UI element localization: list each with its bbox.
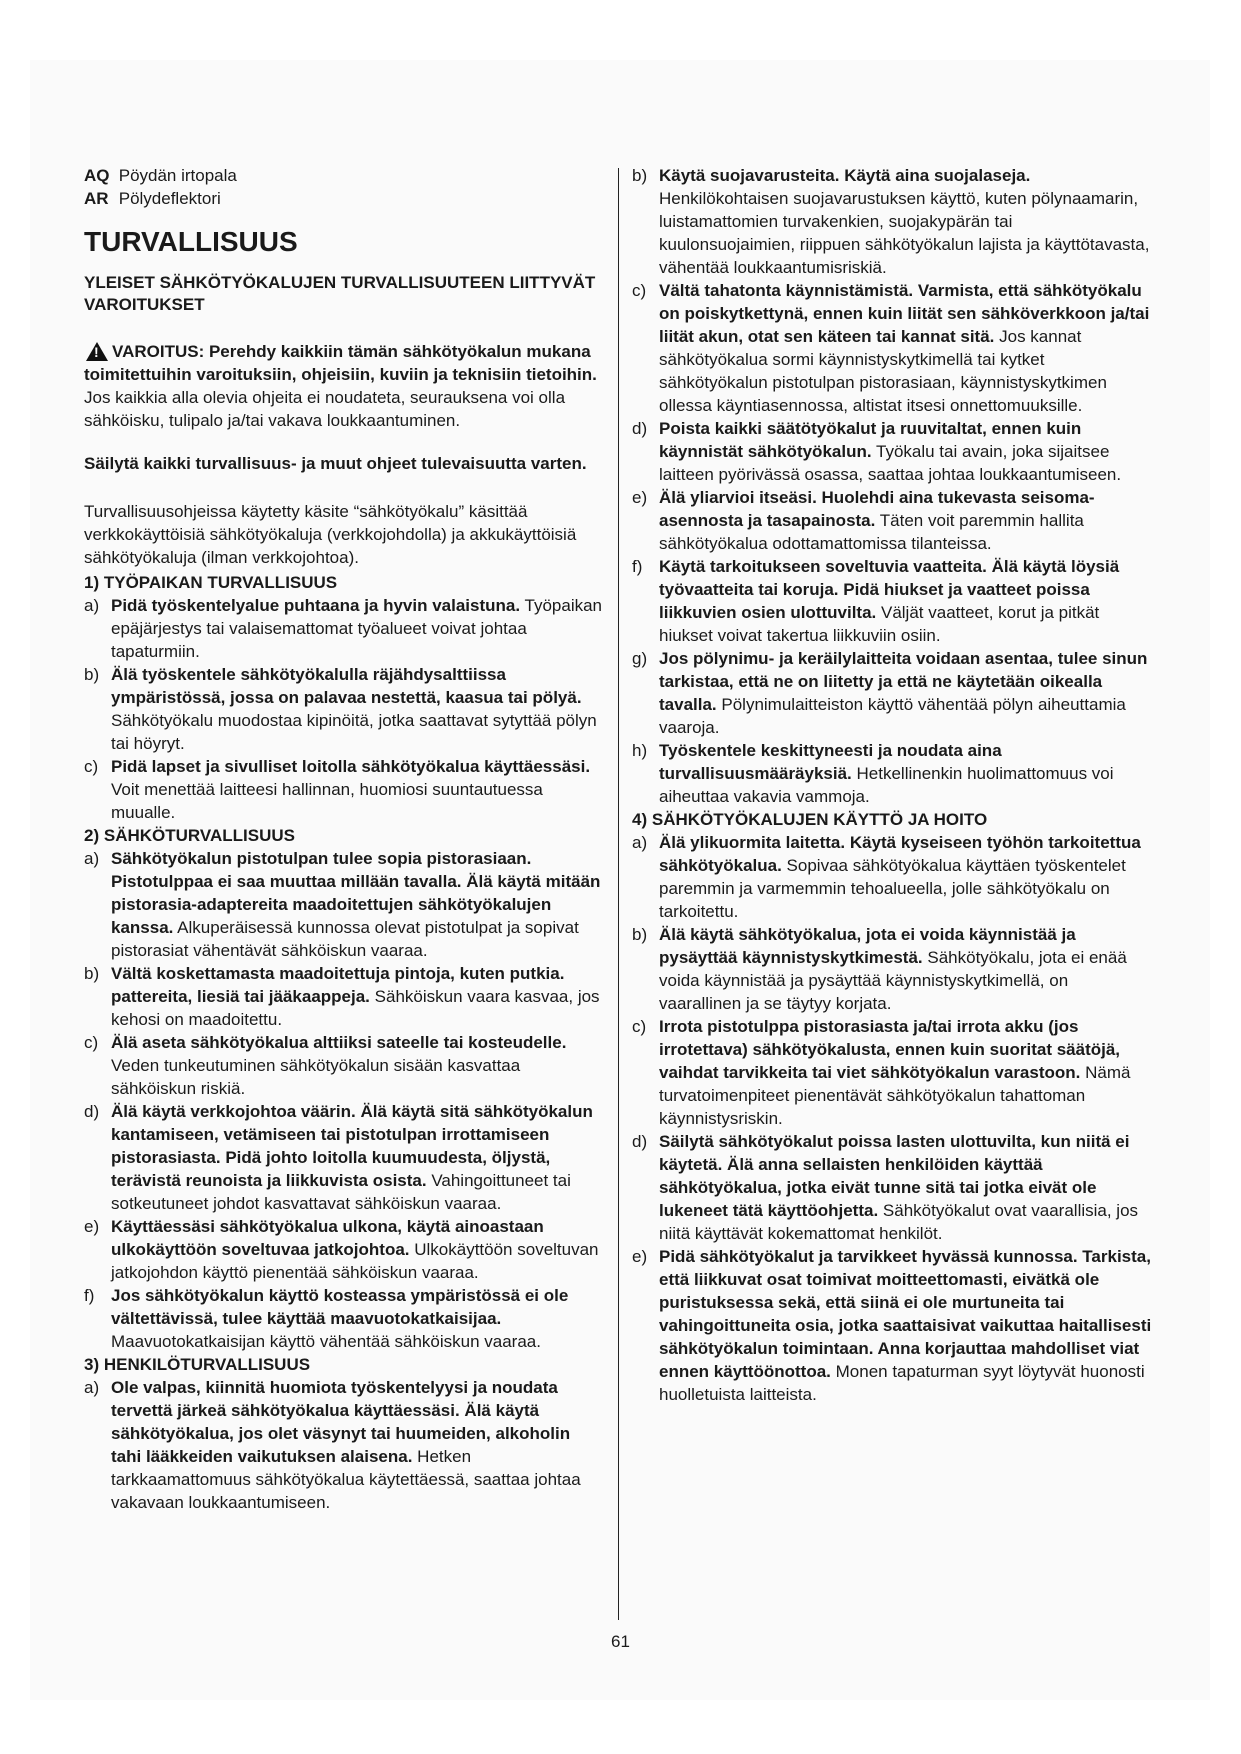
item-bold: Käyttäessäsi sähkötyökalua ulkona, käytä ainoastaan ulkokäyttöön soveltuvaa jatkojohtoa. bbox=[111, 1217, 544, 1259]
section-heading bbox=[84, 571, 604, 594]
legend-item bbox=[84, 187, 604, 210]
list-item bbox=[632, 1245, 1152, 1406]
item-text: Väljät vaatteet, korut ja pitkät hiukset voivat takertua liikkuviin osiin. bbox=[659, 603, 1100, 645]
list-item bbox=[84, 663, 604, 755]
intro-paragraph: Turvallisuusohjeissa käytetty käsite “sähkötyökalu” käsittää verkkokäyttöisiä sähkötyökaluja (verkkojohdolla) ja akkukäyttöisiä sähkötyökaluja (ilman verkkojohtoa). bbox=[84, 502, 577, 567]
legend-label: Pölydeflektori bbox=[118, 189, 221, 208]
list-item bbox=[632, 279, 1152, 417]
item-letter: b) bbox=[84, 665, 100, 684]
item-bold: Pidä lapset ja sivulliset loitolla sähkötyökalua käyttäessäsi. bbox=[111, 757, 591, 776]
item-letter: c) bbox=[84, 1033, 99, 1052]
section-number: 3) bbox=[84, 1355, 100, 1374]
list-item bbox=[84, 1215, 604, 1284]
item-text: Monen tapaturman syyt löytyvät huonosti huolletuista laitteista. bbox=[659, 1362, 1145, 1404]
warning-bold: VAROITUS: Perehdy kaikkiin tämän sähkötyökalun mukana toimitettuihin varoituksiin, ohjeisiin, kuviin ja teknisiin tietoihin. bbox=[84, 342, 597, 384]
item-letter: b) bbox=[632, 166, 648, 185]
item-text: Hetken tarkkaamattomuus sähkötyökalua käytettäessä, saattaa johtaa vakavaan loukkaantumiseen. bbox=[111, 1447, 581, 1512]
list-item bbox=[632, 831, 1152, 923]
item-letter: d) bbox=[632, 1132, 648, 1151]
item-text: Hetkellinenkin huolimattomuus voi aiheuttaa vakavia vammoja. bbox=[659, 764, 1114, 806]
list-item bbox=[84, 1284, 604, 1353]
item-letter: c) bbox=[84, 757, 99, 776]
list-item bbox=[84, 755, 604, 824]
item-letter: h) bbox=[632, 741, 648, 760]
item-bold: Sähkötyökalun pistotulpan tulee sopia pistorasiaan. Pistotulppaa ei saa muuttaa millään tavalla. Älä käytä mitään pistorasia-adaptereita maadoitettujen sähkötyökalujen kanssa. bbox=[111, 849, 601, 937]
section-title: SÄHKÖTURVALLISUUS bbox=[103, 826, 295, 845]
item-bold: Irrota pistotulppa pistorasiasta ja/tai irrota akku (jos irrotettava) sähkötyökalusta, ennen kuin suoritat säätöjä, vaihdat tarvikkeita tai viet sähkötyökalun varastoon. bbox=[659, 1017, 1121, 1082]
legend bbox=[84, 164, 604, 210]
item-letter: a) bbox=[84, 1378, 100, 1397]
right-column bbox=[632, 164, 1152, 1406]
legend-label: Pöydän irtopala bbox=[118, 166, 237, 185]
section-title: TYÖPAIKAN TURVALLISUUS bbox=[103, 573, 338, 592]
item-bold: Pidä työskentelyalue puhtaana ja hyvin valaistuna. bbox=[111, 596, 521, 615]
left-column bbox=[84, 164, 604, 1514]
item-bold: Jos pölynimu- ja keräilylaitteita voidaan asentaa, tulee sinun tarkistaa, että ne on liitetty ja että ne käytetään oikealla tavalla. bbox=[659, 649, 1148, 714]
section-number: 2) bbox=[84, 826, 100, 845]
item-letter: d) bbox=[84, 1102, 100, 1121]
item-bold: Säilytä sähkötyökalut poissa lasten ulottuvilta, kun niitä ei käytetä. Älä anna sellaisten henkilöiden käyttää sähkötyökalua, jotka eivät tunne sitä tai jotka eivät ole lukeneet tätä käyttöohjetta. bbox=[659, 1132, 1130, 1220]
item-bold: Poista kaikki säätötyökalut ja ruuvitaltat, ennen kuin käynnistät sähkötyökalun. bbox=[659, 419, 1082, 461]
item-bold: Jos sähkötyökalun käyttö kosteassa ympäristössä ei ole vältettävissä, tulee käyttää maavuotokatkaisijaa. bbox=[111, 1286, 569, 1328]
item-text: Ulkokäyttöön soveltuvan jatkojohdon käyttö pienentää sähköiskun vaaraa. bbox=[111, 1240, 599, 1282]
list-item bbox=[632, 923, 1152, 1015]
warning-triangle-icon bbox=[86, 342, 108, 361]
item-text: Täten voit paremmin hallita sähkötyökalua odottamattomissa tilanteissa. bbox=[659, 511, 1084, 553]
section-heading bbox=[84, 1353, 604, 1376]
warning-paragraph bbox=[84, 340, 604, 432]
legend-item bbox=[84, 164, 604, 187]
list-item bbox=[632, 555, 1152, 647]
item-bold: Älä aseta sähkötyökalua alttiiksi sateelle tai kosteudelle. bbox=[111, 1033, 567, 1052]
item-bold: Älä työskentele sähkötyökalulla räjähdysalttiissa ympäristössä, jossa on palavaa nestettä, kaasua tai pölyä. bbox=[111, 665, 582, 707]
item-bold: Älä ylikuormita laitetta. Käytä kyseiseen työhön tarkoitettua sähkötyökalua. bbox=[659, 833, 1141, 875]
item-bold: Älä käytä verkkojohtoa väärin. Älä käytä sitä sähkötyökalun kantamiseen, vetämiseen tai pistotulpan irrottamiseen pistorasiasta. Pidä johto loitolla kuumuudesta, öljystä, terävistä reunoista ja liikkuvista osista. bbox=[111, 1102, 593, 1190]
item-letter: b) bbox=[84, 964, 100, 983]
list-item bbox=[632, 486, 1152, 555]
item-letter: e) bbox=[84, 1217, 100, 1236]
item-text: Sähkötyökalu muodostaa kipinöitä, jotka saattavat sytyttää pölyn tai höyryt. bbox=[111, 711, 597, 753]
item-bold: Ole valpas, kiinnitä huomiota työskentelyysi ja noudata tervettä järkeä sähkötyökalua käyttäessäsi. Älä käytä sähkötyökalua, jos olet väsynyt tai huumeiden, alkoholin tahi lääkkeiden vaikutuksen alaisena. bbox=[111, 1378, 571, 1466]
legend-code: AQ bbox=[84, 166, 110, 185]
item-letter: a) bbox=[84, 596, 100, 615]
item-text: Työkalu tai avain, joka sijaitsee laitteen pyörivässä osassa, saattaa johtaa loukkaantumiseen. bbox=[659, 442, 1122, 484]
item-letter: d) bbox=[632, 419, 648, 438]
list-item bbox=[84, 962, 604, 1031]
list-item bbox=[632, 1015, 1152, 1130]
item-bold: Vältä tahatonta käynnistämistä. Varmista, että sähkötyökalu on poiskytkettynä, ennen kuin liität sen sähköverkkoon ja/tai liität akun, otat sen käteen tai kannat sitä. bbox=[659, 281, 1150, 346]
list-item bbox=[84, 1100, 604, 1215]
list-item bbox=[632, 647, 1152, 739]
item-text: Vahingoittuneet tai sotkeutuneet johdot kasvattavat sähköiskun vaaraa. bbox=[111, 1171, 571, 1213]
list-item bbox=[84, 1031, 604, 1100]
item-letter: a) bbox=[84, 849, 100, 868]
item-bold: Käytä suojavarusteita. Käytä aina suojalaseja. bbox=[659, 166, 1031, 185]
item-bold: Käytä tarkoitukseen soveltuvia vaatteita. Älä käytä löysiä työvaatteita tai koruja. Pidä hiukset ja vaatteet poissa liikkuvien osien ulottuvilta. bbox=[659, 557, 1120, 622]
item-letter: c) bbox=[632, 1017, 647, 1036]
section-title: HENKILÖTURVALLISUUS bbox=[103, 1355, 311, 1374]
item-text: Sopivaa sähkötyökalua käyttäen työskentelet paremmin ja varmemmin tehoalueella, jolle sähkötyökalu on tarkoitettu. bbox=[659, 856, 1126, 921]
item-text: Sähköiskun vaara kasvaa, jos kehosi on maadoitettu. bbox=[111, 987, 600, 1029]
item-text: Sähkötyökalu, jota ei enää voida käynnistää ja pysäyttää käynnistyskytkimellä, on vaarallinen ja se täytyy korjata. bbox=[659, 948, 1127, 1013]
warning-text: Jos kaikkia alla olevia ohjeita ei noudateta, seurauksena voi olla sähköisku, tulipalo ja/tai vakava loukkaantuminen. bbox=[84, 388, 566, 430]
item-text: Veden tunkeutuminen sähkötyökalun sisään kasvattaa sähköiskun riskiä. bbox=[111, 1056, 521, 1098]
list-item bbox=[84, 1376, 604, 1514]
section-title: SÄHKÖTYÖKALUJEN KÄYTTÖ JA HOITO bbox=[651, 810, 988, 829]
item-letter: g) bbox=[632, 649, 648, 668]
column-divider bbox=[618, 168, 619, 1620]
item-letter: f) bbox=[632, 557, 643, 576]
item-text: Nämä turvatoimenpiteet pienentävät sähkötyökalun tahattoman käynnistysriskin. bbox=[659, 1063, 1131, 1128]
list-item bbox=[632, 739, 1152, 808]
item-bold: Älä yliarvioi itseäsi. Huolehdi aina tukevasta seisoma-asennosta ja tasapainosta. bbox=[659, 488, 1095, 530]
list-item bbox=[632, 164, 1152, 279]
item-letter: f) bbox=[84, 1286, 95, 1305]
section-number: 4) bbox=[632, 810, 648, 829]
item-bold: Vältä koskettamasta maadoitettuja pintoja, kuten putkia. pattereita, liesiä tai jääkaappeja. bbox=[111, 964, 565, 1006]
item-letter: b) bbox=[632, 925, 648, 944]
item-text: Voit menettää laitteesi hallinnan, huomiosi suuntautuessa muualle. bbox=[111, 780, 543, 822]
section-heading bbox=[84, 824, 604, 847]
list-item bbox=[84, 847, 604, 962]
item-letter: e) bbox=[632, 1247, 648, 1266]
item-text: Työpaikan epäjärjestys tai valaisemattomat työalueet voivat johtaa tapaturmiin. bbox=[111, 596, 603, 661]
item-text: Alkuperäisessä kunnossa olevat pistotulpat ja sopivat pistorasiat vähentävät sähköiskun vaaraa. bbox=[111, 918, 579, 960]
page-title: TURVALLISUUS bbox=[84, 226, 298, 257]
page-number: 61 bbox=[611, 1632, 630, 1651]
list-item bbox=[632, 417, 1152, 486]
item-text: Jos kannat sähkötyökalua sormi käynnistyskytkimellä tai kytket sähkötyökalun pistotulpan pistorasiaan, käynnistyskytkimen ollessa käyntiasennossa, altistat itsesi onnettomuuksille. bbox=[659, 327, 1107, 415]
list-item bbox=[84, 594, 604, 663]
item-letter: e) bbox=[632, 488, 648, 507]
list-item bbox=[632, 1130, 1152, 1245]
legend-code: AR bbox=[84, 189, 109, 208]
item-text: Sähkötyökalut ovat vaarallisia, jos niitä käyttävät kokemattomat henkilöt. bbox=[659, 1201, 1139, 1243]
item-letter: a) bbox=[632, 833, 648, 852]
item-bold: Pidä sähkötyökalut ja tarvikkeet hyvässä kunnossa. Tarkista, että liikkuvat osat toimivat moitteettomasti, eivätkä ole puristuksessa sekä, että siinä ei ole murtuneita tai vahingoittuneita osia, jotka saattaisivat vaikuttaa haitallisesti sähkötyökalun toimintaan. Anna korjauttaa mahdolliset viat ennen käyttöönottoa. bbox=[659, 1247, 1152, 1381]
item-text: Pölynimulaitteiston käyttö vähentää pölyn aiheuttamia vaaroja. bbox=[659, 695, 1126, 737]
item-text: Maavuotokatkaisijan käyttö vähentää sähköiskun vaaraa. bbox=[111, 1332, 541, 1351]
section-number: 1) bbox=[84, 573, 100, 592]
item-letter: c) bbox=[632, 281, 647, 300]
item-bold: Työskentele keskittyneesti ja noudata aina turvallisuusmääräyksiä. bbox=[659, 741, 1002, 783]
keep-instructions-note: Säilytä kaikki turvallisuus- ja muut ohjeet tulevaisuutta varten. bbox=[84, 454, 587, 473]
item-bold: Älä käytä sähkötyökalua, jota ei voida käynnistää ja pysäyttää käynnistyskytkimestä. bbox=[659, 925, 1076, 967]
section-heading bbox=[632, 808, 1152, 831]
item-text: Henkilökohtaisen suojavarustuksen käyttö, kuten pölynaamarin, luistamattomien turvakenkien, suojakypärän tai kuulonsuojaimien, riippuen sähkötyökalun lajista ja käyttötavasta, vähentää loukkaantumisriskiä. bbox=[659, 189, 1150, 277]
subheading: YLEISET SÄHKÖTYÖKALUJEN TURVALLISUUTEEN LIITTYVÄT VAROITUKSET bbox=[84, 273, 596, 314]
